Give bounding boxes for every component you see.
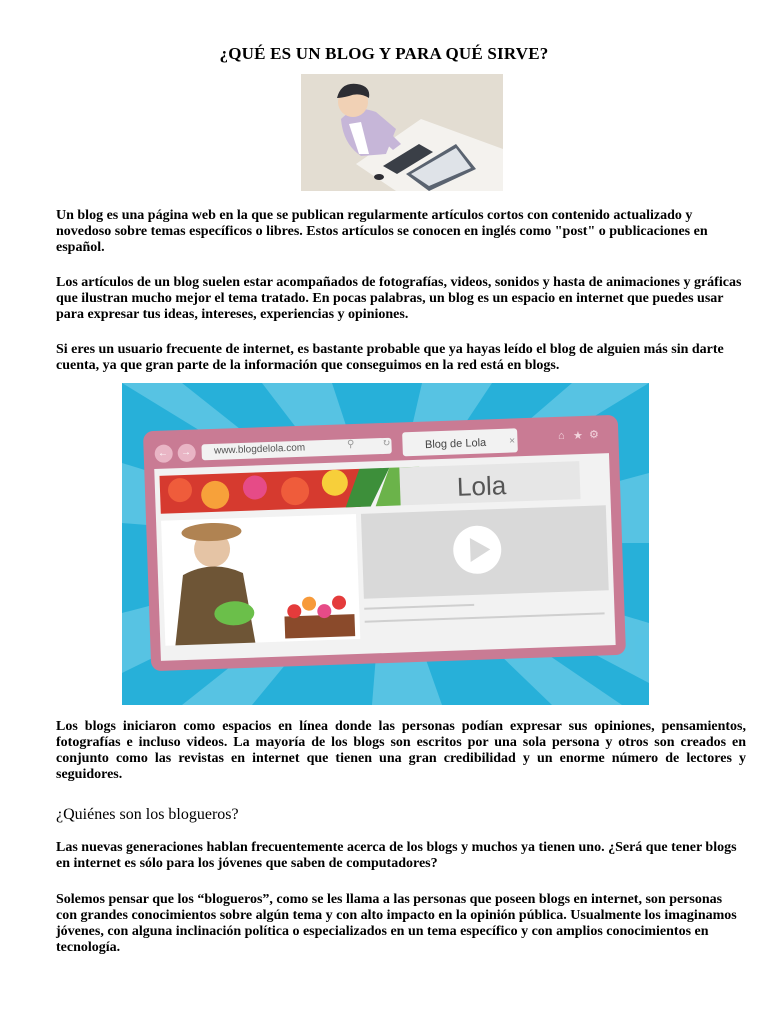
paragraph-3: Si eres un usuario frecuente de internet, es bastante probable que ya hayas leído el blog de alguien más sin darte cuenta, ya que gran parte de la información que conseguimos en la red está en blogs.: [56, 342, 724, 373]
refresh-icon: ↻: [382, 438, 391, 449]
section-paragraph-2: Solemos pensar que los “blogueros”, como se les llama a las personas que poseen blogs en internet, son personas con grandes conocimientos sobre algún tema y con alto impacto en la opinión pública. Usualmente los imaginamos jóvenes, con alguna inclinación política o especializados en un tema específico y con amplios conocimientos en tecnología.: [56, 892, 737, 955]
tab-close-icon: ×: [509, 435, 516, 447]
person-at-computer-illustration: [301, 74, 503, 191]
star-icon: ★: [573, 430, 583, 442]
paragraph-4: Los blogs iniciaron como espacios en línea donde las personas podían expresar sus opiniones, pensamientos, fotografías e incluso videos. La mayoría de los blogs son escritos por una sola persona y otros son creados en conjunto como las revistas en internet que tienen una gran credibilidad y un enorme número de lectores y seguidores.: [56, 719, 746, 782]
page-title: ¿QUÉ ES UN BLOG Y PARA QUÉ SIRVE?: [219, 44, 549, 63]
search-icon: ⚲: [347, 439, 355, 450]
blog-name: Lola: [456, 470, 507, 502]
forward-arrow-icon: →: [181, 447, 191, 458]
gear-icon: ⚙: [589, 429, 599, 441]
browser-tab-label: Blog de Lola: [424, 436, 487, 452]
back-arrow-icon: ←: [158, 448, 168, 459]
section-heading: ¿Quiénes son los blogueros?: [56, 806, 239, 823]
home-icon: ⌂: [558, 430, 565, 442]
blog-browser-illustration: [122, 383, 649, 705]
paragraph-1: Un blog es una página web en la que se publican regularmente artículos cortos con contenido actualizado y novedoso sobre temas específicos o libres. Estos artículos se conocen en inglés como "post" o publicaciones en español.: [56, 208, 708, 255]
browser-url-text: www.blogdelola.com: [213, 442, 306, 457]
section-paragraph-1: Las nuevas generaciones hablan frecuentemente acerca de los blogs y muchos ya tienen uno. ¿Será que tener blogs en internet es sólo para los jóvenes que saben de computadores?: [56, 840, 737, 871]
paragraph-2: Los artículos de un blog suelen estar acompañados de fotografías, videos, sonidos y hasta de animaciones y gráficas que ilustran mucho mejor el tema tratado. En pocas palabras, un blog es un espacio en internet que puedes usar para expresar tus ideas, intereses, experiencias y opiniones.: [56, 275, 742, 322]
